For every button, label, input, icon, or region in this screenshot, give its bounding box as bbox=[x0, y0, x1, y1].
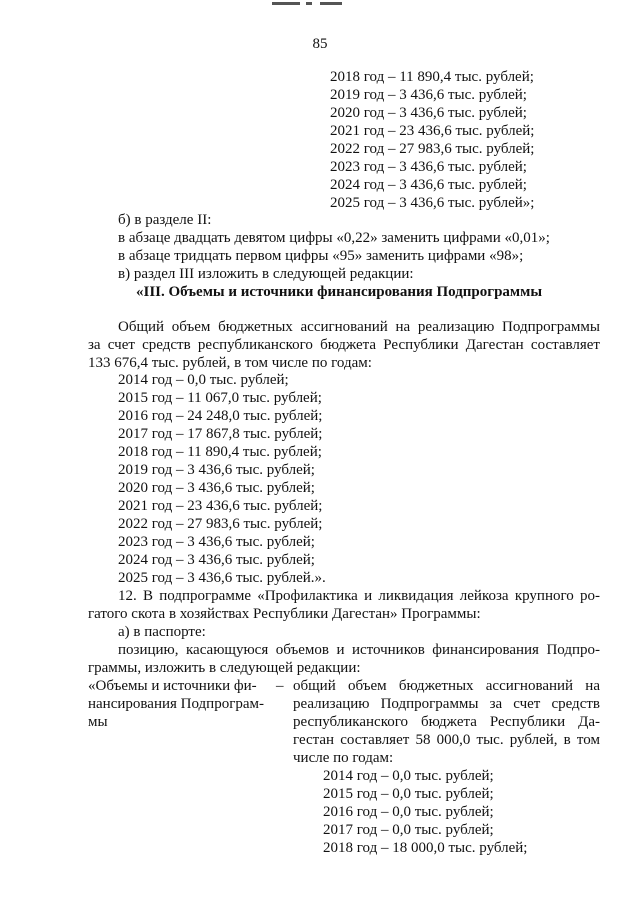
passport-right-cell: общий объем бюджетных ассигнований на bbox=[293, 678, 600, 694]
paragraph-line: Общий объем бюджетных ассигнований на реализацию Подпрограммы bbox=[118, 319, 600, 335]
passport-right-cell: реализацию Подпрограммы за счет средств bbox=[293, 696, 600, 712]
top-list-item: 2023 год – 3 436,6 тыс. рублей; bbox=[330, 159, 527, 175]
item-12-line: 12. В подпрограмме «Профилактика и ликвидация лейкоза крупного ро- bbox=[118, 588, 600, 604]
passport-year-item: 2015 год – 0,0 тыс. рублей; bbox=[323, 786, 494, 802]
paragraph-line: за счет средств республиканского бюджета Республики Дагестан составляет bbox=[88, 337, 600, 353]
year-list-item: 2018 год – 11 890,4 тыс. рублей; bbox=[118, 444, 322, 460]
passport-year-item: 2014 год – 0,0 тыс. рублей; bbox=[323, 768, 494, 784]
section-b-item: в абзаце двадцать девятом цифры «0,22» заменить цифрами «0,01»; bbox=[118, 230, 550, 246]
page-number: 85 bbox=[312, 36, 328, 52]
year-list-item: 2014 год – 0,0 тыс. рублей; bbox=[118, 372, 289, 388]
position-text-line: граммы, изложить в следующей редакции: bbox=[88, 660, 361, 676]
year-list-item: 2023 год – 3 436,6 тыс. рублей; bbox=[118, 534, 315, 550]
year-list-item: 2025 год – 3 436,6 тыс. рублей.». bbox=[118, 570, 326, 586]
passport-right-cell: гестан составляет 58 000,0 тыс. рублей, в том bbox=[293, 732, 600, 748]
item-12a: а) в паспорте: bbox=[118, 624, 206, 640]
year-list-item: 2024 год – 3 436,6 тыс. рублей; bbox=[118, 552, 315, 568]
passport-left-cell: «Объемы и источники фи- bbox=[88, 678, 257, 694]
item-12-line: гатого скота в хозяйствах Республики Дагестан» Программы: bbox=[88, 606, 481, 622]
year-list-item: 2021 год – 23 436,6 тыс. рублей; bbox=[118, 498, 323, 514]
section-b-label: б) в разделе II: bbox=[118, 212, 212, 228]
section-v-item: в) раздел III изложить в следующей редакции: bbox=[118, 266, 414, 282]
year-list-item: 2019 год – 3 436,6 тыс. рублей; bbox=[118, 462, 315, 478]
top-list-item: 2019 год – 3 436,6 тыс. рублей; bbox=[330, 87, 527, 103]
year-list-item: 2022 год – 27 983,6 тыс. рублей; bbox=[118, 516, 323, 532]
passport-right-cell: числе по годам: bbox=[293, 750, 394, 766]
passport-left-cell: мы bbox=[88, 714, 108, 730]
passport-year-item: 2016 год – 0,0 тыс. рублей; bbox=[323, 804, 494, 820]
passport-year-item: 2018 год – 18 000,0 тыс. рублей; bbox=[323, 840, 528, 856]
position-text-line: позицию, касающуюся объемов и источников финансирования Подпро- bbox=[118, 642, 600, 658]
scan-top-mark bbox=[272, 0, 352, 6]
year-list-item: 2016 год – 24 248,0 тыс. рублей; bbox=[118, 408, 323, 424]
year-list-item: 2017 год – 17 867,8 тыс. рублей; bbox=[118, 426, 323, 442]
passport-right-cell: республиканского бюджета Республики Да- bbox=[293, 714, 600, 730]
top-list-item: 2025 год – 3 436,6 тыс. рублей»; bbox=[330, 195, 535, 211]
section-heading: «III. Объемы и источники финансирования Подпрограммы bbox=[136, 284, 543, 300]
year-list-item: 2020 год – 3 436,6 тыс. рублей; bbox=[118, 480, 315, 496]
year-list-item: 2015 год – 11 067,0 тыс. рублей; bbox=[118, 390, 322, 406]
top-list-item: 2021 год – 23 436,6 тыс. рублей; bbox=[330, 123, 535, 139]
passport-dash: – bbox=[276, 678, 284, 694]
section-b-item: в абзаце тридцать первом цифры «95» заменить цифрами «98»; bbox=[118, 248, 524, 264]
paragraph-line: 133 676,4 тыс. рублей, в том числе по годам: bbox=[88, 355, 372, 371]
top-list-item: 2022 год – 27 983,6 тыс. рублей; bbox=[330, 141, 535, 157]
top-list-item: 2018 год – 11 890,4 тыс. рублей; bbox=[330, 69, 534, 85]
passport-left-cell: нансирования Подпрограм- bbox=[88, 696, 265, 712]
top-list-item: 2024 год – 3 436,6 тыс. рублей; bbox=[330, 177, 527, 193]
passport-year-item: 2017 год – 0,0 тыс. рублей; bbox=[323, 822, 494, 838]
top-list-item: 2020 год – 3 436,6 тыс. рублей; bbox=[330, 105, 527, 121]
